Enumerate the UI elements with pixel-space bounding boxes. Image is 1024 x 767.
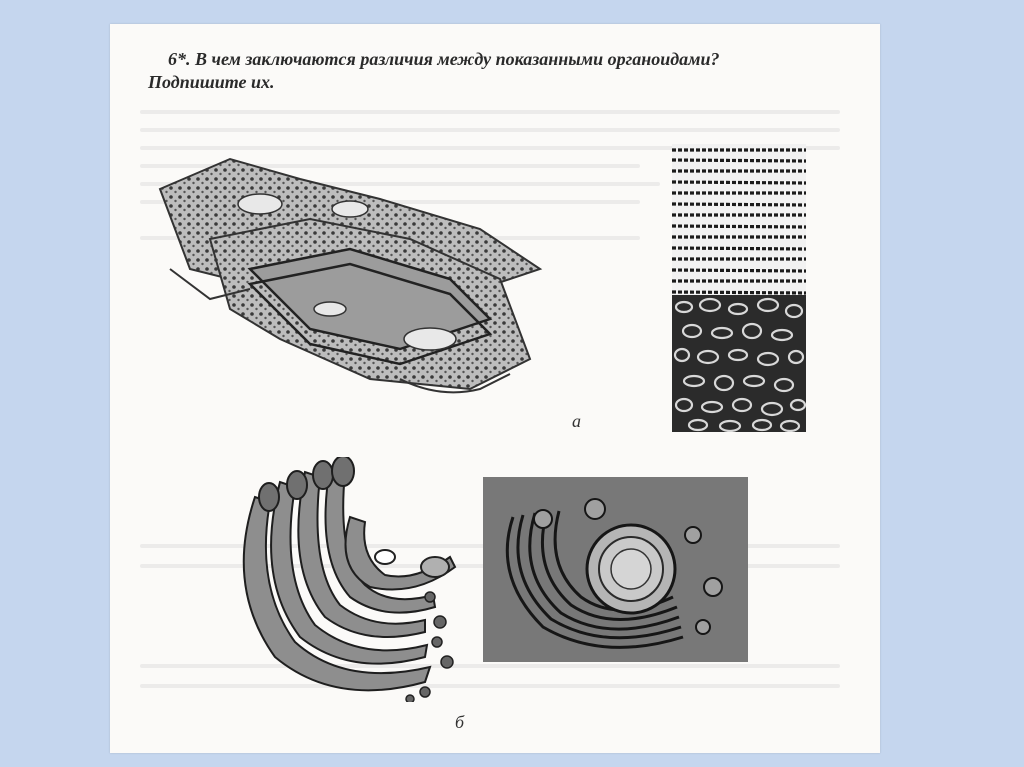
- bleed-through-line: [140, 128, 840, 132]
- golgi-micrograph: [483, 477, 748, 662]
- question-line-2: Подпишите их.: [148, 72, 275, 92]
- rough-er-drawing: [150, 149, 550, 404]
- worksheet-page: [110, 24, 880, 753]
- bleed-through-line: [140, 110, 840, 114]
- golgi-apparatus-drawing: [225, 457, 465, 702]
- micrograph-reticular-membranes: [672, 295, 806, 432]
- figure-label-b: б: [455, 712, 465, 732]
- figure-label-a: а: [572, 411, 581, 431]
- question-text: [148, 48, 868, 94]
- question-line-1: 6*. В чем заключаются различия между показанными органоидами?: [168, 49, 720, 69]
- micrograph-layered-membranes: [672, 144, 806, 300]
